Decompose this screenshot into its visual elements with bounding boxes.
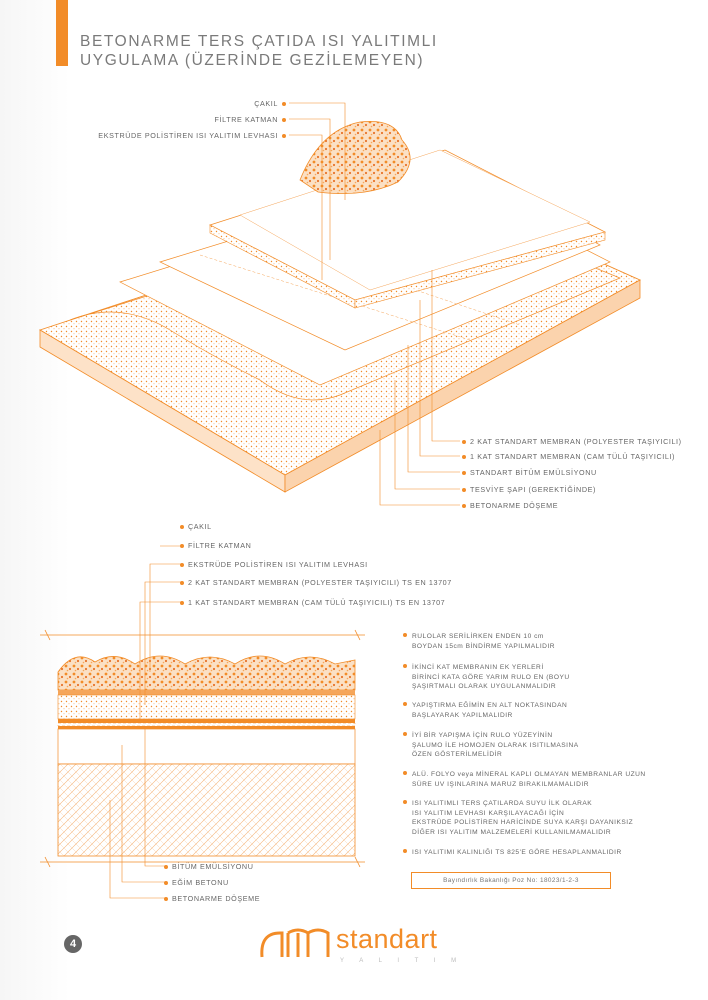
cross-section	[40, 630, 365, 867]
mid-label-1: 1 KAT STANDART MEMBRAN (CAM TÜLÜ TAŞIYICILI)	[458, 452, 675, 461]
section-bottom-label-1: EĞİM BETONU	[160, 878, 229, 887]
note-1: İKİNCİ KAT MEMBRANIN EK YERLERİ BİRİNCİ KATA GÖRE YARIM RULO EN (BOYU ŞAŞIRTMALI OLARAK UYGULANMALIDIR	[403, 663, 703, 692]
mid-label-0: 2 KAT STANDART MEMBRAN (POLYESTER TAŞIYICILI)	[458, 437, 682, 446]
section-label-1: FİLTRE KATMAN	[176, 541, 251, 550]
brand-subtitle: Y A L I T I M	[340, 958, 464, 964]
brand-name: standart	[336, 924, 438, 954]
approval-box: Bayındırlık Bakanlığı Poz No: 18023/1-2-3	[411, 872, 611, 889]
page-number: 4	[64, 935, 82, 953]
section-label-2: EKSTRÜDE POLİSTİREN ISI YALITIM LEVHASI	[176, 560, 368, 569]
note-3: İYİ BİR YAPIŞMA İÇİN RULO YÜZEYİNİN ŞALUMO İLE HOMOJEN OLARAK ISITILMASINA ÖZEN GÖSTERİLMELİDİR	[403, 731, 703, 760]
top-label-1: FİLTRE KATMAN	[40, 115, 290, 124]
top-label-0: ÇAKIL	[40, 99, 290, 108]
title-line-1: BETONARME TERS ÇATIDA ISI YALITIMLI	[80, 33, 438, 50]
note-4: ALÜ. FOLYO veya MİNERAL KAPLI OLMAYAN MEMBRANLAR UZUN SÜRE UV IŞINLARINA MARUZ BIRAKILMAMALIDIR	[403, 770, 703, 789]
mid-label-4: BETONARME DÖŞEME	[458, 501, 558, 510]
section-label-0: ÇAKIL	[176, 522, 212, 531]
mid-label-3: TESVİYE ŞAPI (GEREKTİĞİNDE)	[458, 485, 596, 494]
note-6: ISI YALITIMI KALINLIĞI TS 825'E GÖRE HESAPLANMALIDIR	[403, 848, 703, 858]
top-label-2: EKSTRÜDE POLİSTİREN ISI YALITIM LEVHASI	[40, 131, 290, 140]
section-bottom-label-0: BİTÜM EMÜLSİYONU	[160, 862, 253, 871]
section-bottom-label-2: BETONARME DÖŞEME	[160, 894, 260, 903]
note-0: RULOLAR SERİLİRKEN ENDEN 10 cm BOYDAN 15cm BİNDİRME YAPILMALIDIR	[403, 632, 703, 651]
section-label-4: 1 KAT STANDART MEMBRAN (CAM TÜLÜ TAŞIYICILI) TS EN 13707	[176, 598, 445, 607]
brand-logo-mark	[258, 927, 334, 963]
section-label-3: 2 KAT STANDART MEMBRAN (POLYESTER TAŞIYICILI) TS EN 13707	[176, 578, 452, 587]
mid-label-2: STANDART BİTÜM EMÜLSİYONU	[458, 468, 597, 477]
title-line-2: UYGULAMA (ÜZERİNDE GEZİLEMEYEN)	[80, 52, 425, 69]
note-5: ISI YALITIMLI TERS ÇATILARDA SUYU İLK OLARAK ISI YALITIM LEVHASI KARŞILAYACAĞI İÇİN EKSTRÜDE POLİSTİREN HARİCİNDE SUYA KARŞI DAYANIKSIZ DİĞER ISI YALITIM MALZEMELERİ KULLANILMAMALIDIR	[403, 799, 703, 837]
note-2: YAPIŞTIRMA EĞİMİN EN ALT NOKTASINDAN BAŞLAYARAK YAPILMALIDIR	[403, 701, 703, 720]
